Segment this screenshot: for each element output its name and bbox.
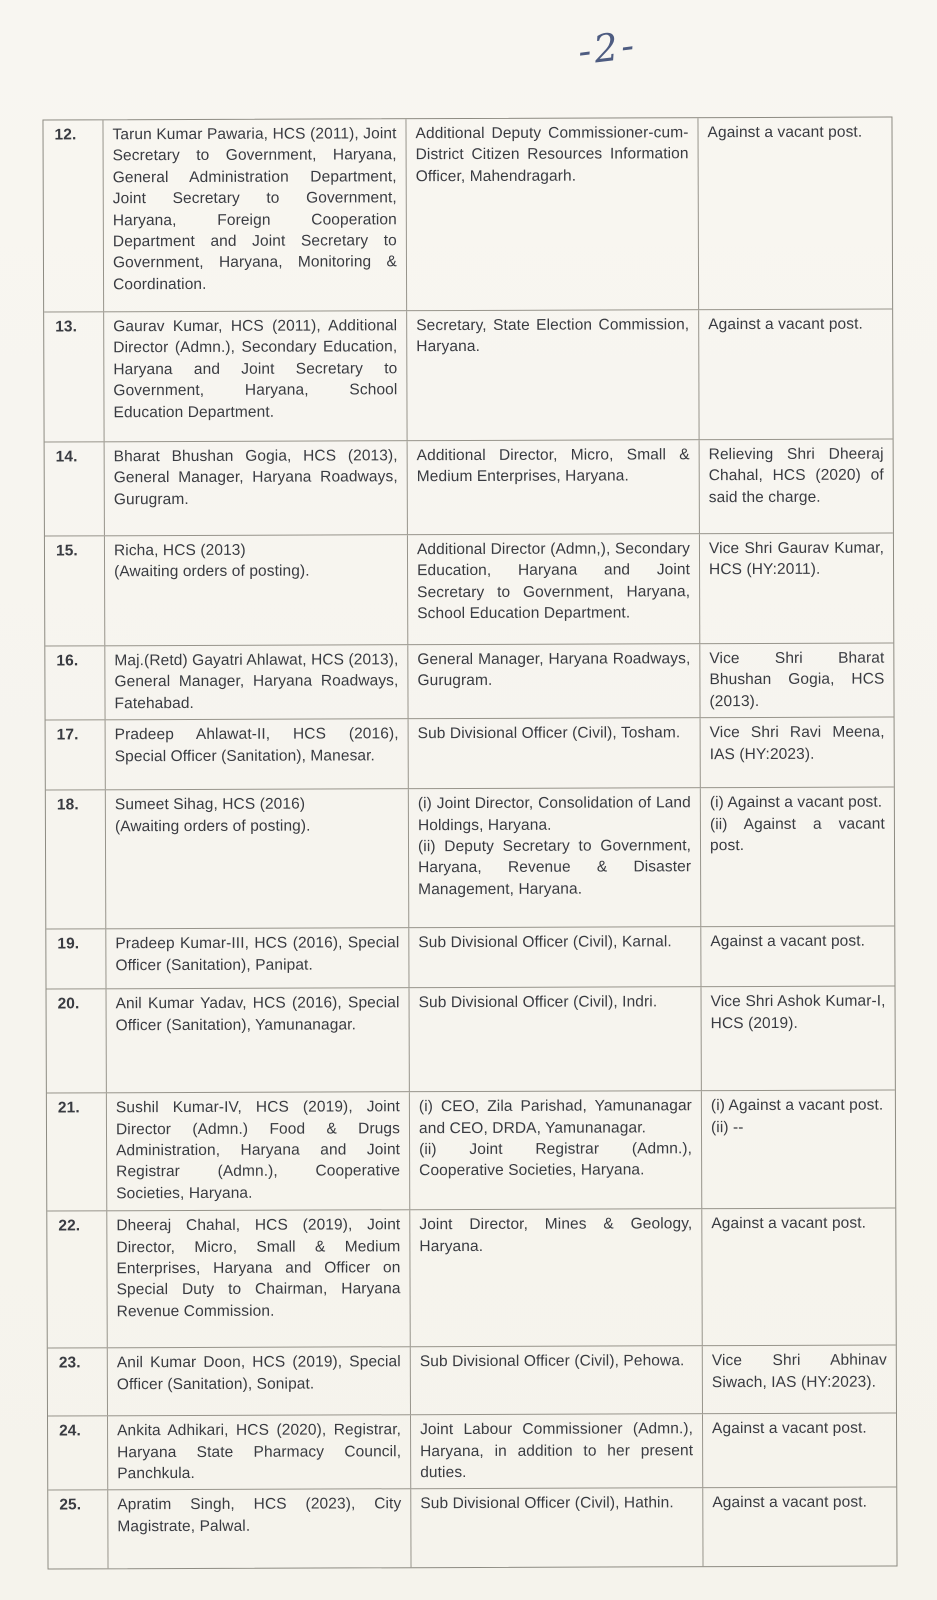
officer-cell [104,311,407,441]
serial-number-cell: 25. [48,1491,108,1569]
remarks-text: Against a vacant post. [711,1214,867,1233]
remarks-text: Against a vacant post. [712,1419,867,1438]
table-row [47,987,895,1094]
officer-cell [108,1415,411,1489]
officer-text: Anil Kumar Yadav, HCS (2016), Special Officer (Sanitation), Yamunanagar. [115,994,400,1034]
posting-text: (i) Joint Director, Consolidation of Land Holdings, Haryana. [417,794,691,834]
posting-cell [408,644,700,718]
officer-cell [107,988,410,1092]
serial-number-cell: 13. [44,312,104,441]
remarks-text: Vice Shri Bharat Bhushan Gogia, HCS (2013). [709,649,885,710]
handwritten-page-number: -2- [575,22,640,74]
posting-cell [409,927,701,987]
officer-text: Maj.(Retd) Gayatri Ahlawat, HCS (2013), General Manager, Haryana Roadways, Fatehabad. [114,651,399,713]
serial-number-cell: 14. [45,442,105,535]
remarks-cell [702,1209,895,1346]
posting-text: General Manager, Haryana Roadways, Gurugram. [417,650,691,690]
posting-text: Additional Director (Admn,), Secondary Education, Haryana and Joint Secretary to Government, Haryana, School Education Department. [416,540,691,623]
remarks-cell [703,1488,896,1567]
officer-text: Gaurav Kumar, HCS (2011), Additional Director (Admn.), Secondary Education, Haryana and Joint Secretary to Government, Haryana, School Education Department. [113,317,398,421]
table-row [46,927,894,990]
remarks-text: Relieving Shri Dheeraj Chahal, HCS (2020) of said the charge. [708,445,884,506]
officer-cell [105,441,408,535]
officer-text: Richa, HCS (2013) [113,541,246,560]
remarks-cell [700,644,893,718]
officer-text: Ankita Adhikari, HCS (2020), Registrar, Haryana State Pharmacy Council, Panchkula. [117,1421,402,1483]
postings-table [42,117,897,1570]
table-row [46,788,894,930]
officer-cell [103,119,407,311]
officer-text: Dheeraj Chahal, HCS (2019), Joint Director, Micro, Small & Medium Enterprises, Haryana and Officer on Special Duty to Chairman, Haryana Revenue Commission. [116,1216,401,1321]
posting-text: (ii) Joint Registrar (Admn.), Cooperative Societies, Haryana. [419,1140,693,1180]
serial-number-cell: 24. [48,1416,108,1489]
serial-number-cell: 18. [46,790,106,928]
posting-cell [410,1209,702,1346]
remarks-cell [703,1414,896,1488]
table-row [43,118,892,313]
remarks-text: Against a vacant post. [712,1494,868,1512]
serial-number-cell: 17. [46,720,106,789]
posting-cell [406,118,699,310]
officer-cell [106,928,409,988]
posting-cell [410,1091,702,1209]
officer-text: Tarun Kumar Pawaria, HCS (2011), Joint Secretary to Government, Haryana, General Administration Department, Joint Secretary to Government, Haryana, Foreign Cooperation Department and Joint Secretary to Government, Haryana, Monitoring & Coordination. [112,125,398,294]
officer-text: Sumeet Sihag, HCS (2016) [114,795,306,814]
remarks-cell [703,1346,896,1414]
posting-text: (ii) Deputy Secretary to Government, Haryana, Revenue & Disaster Management, Haryana. [417,837,692,899]
remarks-text: Against a vacant post. [710,932,866,951]
posting-cell [411,1489,703,1568]
remarks-text: Vice Shri Abhinav Siwach, IAS (HY:2023). [711,1351,887,1391]
officer-cell [106,719,409,789]
officer-cell [107,1210,410,1347]
table-row [45,644,893,721]
remarks-text: (ii) Against a vacant post. [709,815,885,855]
posting-cell [409,788,701,927]
posting-cell [408,440,700,534]
officer-text: (Awaiting orders of posting). [114,562,310,581]
officer-text: Pradeep Ahlawat-II, HCS (2016), Special Officer (Sanitation), Manesar. [114,725,399,765]
posting-cell [410,987,702,1091]
remarks-cell [701,927,894,987]
posting-text: Sub Divisional Officer (Civil), Tosham. [417,724,681,743]
remarks-cell [700,440,893,534]
table-row [48,1414,896,1491]
remarks-cell [702,1091,895,1209]
remarks-text: (i) Against a vacant post. [709,793,883,812]
posting-text: Additional Director, Micro, Small & Medium Enterprises, Haryana. [416,446,690,486]
posting-cell [411,1414,703,1488]
officer-text: (Awaiting orders of posting). [114,817,311,835]
remarks-text: Vice Shri Ravi Meena, IAS (HY:2023). [709,723,885,763]
table-row [45,440,893,537]
serial-number-cell: 12. [43,120,104,311]
postings-table-body [43,118,896,1569]
remarks-text: Vice Shri Gaurav Kumar, HCS (HY:2011). [708,539,885,579]
serial-number-cell: 19. [46,929,106,988]
table-row [48,1488,896,1569]
serial-number-cell: 16. [45,646,105,719]
officer-text: Bharat Bhushan Gogia, HCS (2013), General Manager, Haryana Roadways, Gurugram. [113,447,398,509]
remarks-cell [701,788,894,927]
serial-number-cell: 22. [47,1211,107,1347]
remarks-text: Vice Shri Ashok Kumar-I, HCS (2019). [710,992,886,1032]
remarks-cell [698,118,892,310]
officer-text: Apratim Singh, HCS (2023), City Magistrate, Palwal. [117,1495,402,1536]
posting-cell [409,718,701,788]
posting-text: Sub Divisional Officer (Civil), Indri. [418,993,658,1012]
posting-text: Joint Director, Mines & Geology, Haryana. [419,1215,693,1255]
remarks-text: (i) Against a vacant post. [710,1096,884,1115]
serial-number-cell: 21. [47,1093,107,1210]
posting-cell [407,310,699,440]
serial-number-cell: 20. [47,989,107,1092]
officer-text: Sushil Kumar-IV, HCS (2019), Joint Director (Admn.) Food & Drugs Administration, Haryana and Joint Registrar (Admn.), Cooperative Societies, Haryana. [115,1098,401,1203]
remarks-cell [702,987,895,1091]
posting-text: Secretary, State Election Commission, Haryana. [416,316,690,356]
remarks-cell [699,310,892,440]
posting-text: Additional Deputy Commissioner-cum-District Citizen Resources Information Officer, Mahendragarh. [415,124,689,185]
table-row [48,1346,896,1417]
table-row [44,310,892,443]
remarks-text: Against a vacant post. [708,315,863,334]
table-row [46,718,894,791]
remarks-cell [700,534,893,644]
remarks-text: (ii) -- [710,1118,744,1136]
serial-number-cell: 15. [45,536,105,645]
remarks-cell [701,718,894,788]
posting-cell [411,1346,703,1414]
posting-cell [408,534,700,644]
posting-text: (i) CEO, Zila Parishad, Yamunanagar and CEO, DRDA, Yamunanagar. [418,1097,692,1137]
officer-cell [105,645,408,719]
posting-text: Sub Divisional Officer (Civil), Hathin. [420,1494,674,1513]
posting-text: Joint Labour Commissioner (Admn.), Haryana, in addition to her present duties. [420,1420,694,1482]
officer-cell [106,789,409,928]
posting-text: Sub Divisional Officer (Civil), Karnal. [418,933,672,952]
table-row [47,1209,895,1349]
officer-cell [108,1490,411,1569]
serial-number-cell: 23. [48,1348,108,1415]
officer-text: Anil Kumar Doon, HCS (2019), Special Officer (Sanitation), Sonipat. [116,1353,401,1393]
officer-text: Pradeep Kumar-III, HCS (2016), Special Officer (Sanitation), Panipat. [115,934,400,974]
table-row [47,1091,895,1212]
posting-text: Sub Divisional Officer (Civil), Pehowa. [419,1352,685,1371]
officer-cell [105,535,408,645]
officer-cell [108,1347,411,1415]
table-row [45,534,893,647]
officer-cell [107,1092,410,1210]
remarks-text: Against a vacant post. [707,123,863,142]
